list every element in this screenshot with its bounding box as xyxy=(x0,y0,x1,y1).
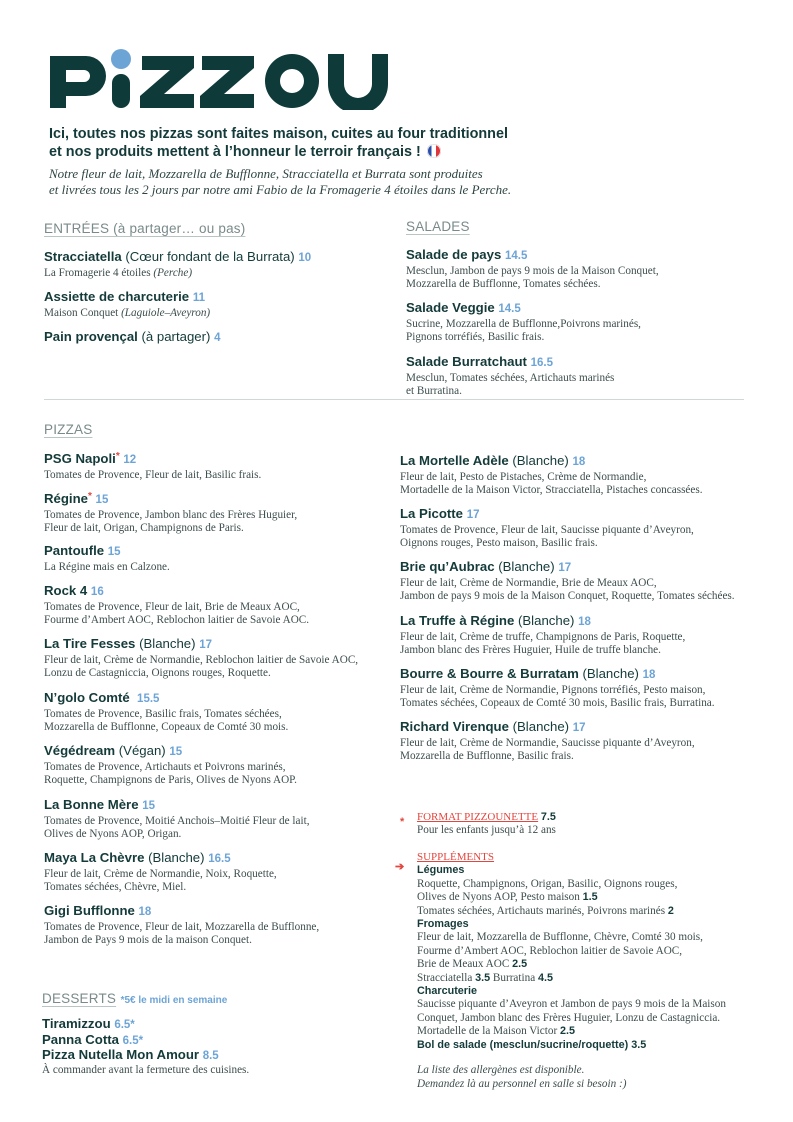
salade-item xyxy=(406,353,614,399)
desserts-note: *5€ le midi en semaine xyxy=(120,995,228,1006)
pizza-name: Bourre & Bourre & Burratam xyxy=(400,666,579,681)
pizza-desc-1: Fleur de lait, Crème de Normandie, Noix, Roquette, xyxy=(44,868,277,880)
french-flag-icon xyxy=(427,144,441,158)
intro-heading xyxy=(49,125,569,161)
pizza-sub: (Blanche) xyxy=(508,719,570,734)
pizza-price: 15 xyxy=(142,800,155,812)
pizza-price: 15 xyxy=(95,494,109,506)
dessert-price: 6.5* xyxy=(114,1019,135,1031)
intro-line-1: Ici, toutes nos pizzas sont faites maison, cuites au four traditionnel xyxy=(49,126,508,142)
pizza-item xyxy=(44,448,261,482)
star-marker-icon: * xyxy=(400,816,405,828)
pizza-price: 18 xyxy=(138,906,152,918)
fromages-line-3: Brie de Meaux AOC xyxy=(417,958,510,971)
pizza-price: 18 xyxy=(572,456,586,468)
pizza-desc-2: Jambon de pays 9 mois de la Maison Conquet, Roquette, Tomates séchées. xyxy=(400,590,735,603)
entree-price: 11 xyxy=(192,292,205,304)
charcuterie-title: Charcuterie xyxy=(417,985,478,998)
pizza-desc-1: Tomates de Provence, Fleur de lait, Mozzarella de Bufflonne, xyxy=(44,921,320,933)
pizza-desc-2: Lonzu de Castagniccia, Oignons rouges, Roquette. xyxy=(44,667,271,680)
pizza-desc-2: Jambon blanc des Frères Huguier, Huile de truffe blanche. xyxy=(400,644,661,657)
entree-sub: (à partager) xyxy=(137,329,211,344)
pizza-name: Régine xyxy=(44,491,88,506)
pizza-sub: (Blanche) xyxy=(494,559,555,574)
fromages-title: Fromages xyxy=(417,918,469,931)
desserts-title: DESSERTS xyxy=(42,991,117,1006)
pizza-item xyxy=(400,665,715,711)
salade-desc-2: Mozzarella de Bufflonne, Tomates séchées. xyxy=(406,278,601,291)
legumes-line-2: Olives de Nyons AOP, Pesto maison xyxy=(417,891,580,904)
fromages-line-2: Fourme d’Ambert AOC, Reblochon laitier de Savoie AOC, xyxy=(417,944,683,957)
pizza-sub: (Blanche) xyxy=(508,453,569,468)
pizza-desc-2: Olives de Nyons AOP, Origan. xyxy=(44,828,182,841)
pizza-name: La Truffe à Régine xyxy=(400,613,515,628)
pizza-desc-1: Tomates de Provence, Moitié Anchois–Moitié Fleur de lait, xyxy=(44,815,310,827)
salade-name: Salade Burratchaut xyxy=(406,354,527,369)
fromages-line-4a: Stracciatella xyxy=(417,971,473,984)
pizza-item xyxy=(44,542,170,574)
pizza-name: Pantoufle xyxy=(44,543,105,558)
pizza-price: 15 xyxy=(107,546,121,558)
pizza-desc-1: Fleur de lait, Crème de Normandie, Saucisse piquante d’Aveyron, xyxy=(400,737,695,749)
section-divider xyxy=(44,399,744,400)
pizza-sub: (Blanche) xyxy=(135,636,196,651)
dessert-name: Tiramizzou xyxy=(42,1016,111,1031)
allergen-line-2: Demandez là au personnel en salle si besoin :) xyxy=(417,1077,627,1090)
supplements-title: SUPPLÉMENTS xyxy=(417,851,495,863)
dessert-name: Panna Cotta xyxy=(42,1031,119,1047)
entree-price: 10 xyxy=(298,252,312,264)
entree-name: Stracciatella xyxy=(44,249,122,264)
charcuterie-line-3: Mortadelle de la Maison Victor xyxy=(417,1025,558,1038)
pizza-price: 17 xyxy=(199,639,212,651)
entree-item xyxy=(44,288,210,320)
pizza-price: 12 xyxy=(123,454,137,466)
entree-desc-origin: (Laguiole–Aveyron) xyxy=(121,307,211,319)
pizza-price: 17 xyxy=(572,722,586,734)
pizza-desc-1: Fleur de lait, Crème de Normandie, Pignons torréfiés, Pesto maison, xyxy=(400,684,706,696)
pizzounette-content xyxy=(417,811,556,838)
pizza-desc-1: Fleur de lait, Pesto de Pistaches, Crème de Normandie, xyxy=(400,471,647,483)
pizza-sub: (Blanche) xyxy=(144,850,205,865)
pizza-item xyxy=(44,742,297,788)
pizza-desc-2: Mozzarella de Bufflonne, Basilic frais. xyxy=(400,750,574,763)
pizza-item xyxy=(44,689,288,735)
dessert-item xyxy=(42,1048,249,1064)
entree-desc xyxy=(44,307,210,320)
pizza-name: Rock 4 xyxy=(44,583,88,598)
pizza-price: 17 xyxy=(466,509,480,521)
pizza-item xyxy=(44,902,319,948)
pizza-name: Végédream xyxy=(44,743,116,758)
pizza-desc-2: Tomates séchées, Copeaux de Comté 30 mois, Basilic frais, Burratina. xyxy=(400,697,715,710)
pizza-price: 16.5 xyxy=(208,853,231,865)
dessert-price: 6.5* xyxy=(122,1034,144,1047)
legumes-price-2: 2 xyxy=(667,904,674,917)
pizza-name: La Bonne Mère xyxy=(44,797,139,812)
pizza-desc-1: Tomates de Provence, Basilic frais, Tomates séchées, xyxy=(44,708,282,720)
pizza-desc-2: Oignons rouges, Pesto maison, Basilic frais. xyxy=(400,537,598,550)
pizza-desc-1: Fleur de lait, Crème de truffe, Champignons de Paris, Roquette, xyxy=(400,631,686,643)
pizzounette-title: FORMAT PIZZOUNETTE xyxy=(417,811,539,823)
entree-price: 4 xyxy=(214,332,221,344)
desserts-header xyxy=(42,990,227,1008)
pizzounette-star: * xyxy=(87,491,92,502)
allergen-line-1: La liste des allergènes est disponible. xyxy=(417,1064,585,1077)
salade-price: 14.5 xyxy=(498,303,521,315)
supplements-marker xyxy=(395,857,404,875)
pizza-item xyxy=(44,849,277,895)
salade-name: Salade de pays xyxy=(406,247,502,262)
charcuterie-line-1: Saucisse piquante d’Aveyron et Jambon de pays 9 mois de la Maison xyxy=(417,998,726,1011)
pizzounette-block xyxy=(400,812,404,830)
legumes-line-3: Tomates séchées, Artichauts marinés, Poivrons marinés xyxy=(417,904,666,917)
supplements-content xyxy=(417,851,726,1091)
pizza-price: 17 xyxy=(558,562,572,574)
dessert-price: 8.5 xyxy=(202,1050,219,1063)
pizza-price: 15.5 xyxy=(137,693,160,705)
entree-sub: (Cœur fondant de la Burrata) xyxy=(121,249,295,264)
intro-description xyxy=(49,166,609,198)
pizza-desc-2: Mortadelle de la Maison Victor, Stracciatella, Pistaches concassées. xyxy=(400,484,703,497)
fromages-price-3: 4.5 xyxy=(537,971,553,984)
dessert-name: Pizza Nutella Mon Amour xyxy=(42,1047,200,1063)
dessert-item xyxy=(42,1017,249,1033)
pizza-item xyxy=(44,582,309,628)
entrees-title: ENTRÉES (à partager… ou pas) xyxy=(44,221,246,236)
pizza-name: PSG Napoli xyxy=(44,451,116,466)
pizza-desc-1: Tomates de Provence, Fleur de lait, Basilic frais. xyxy=(44,469,262,481)
fromages-line-4b: Burratina xyxy=(492,971,536,984)
fromages-price-2: 3.5 xyxy=(475,971,491,984)
pizza-desc-1: Tomates de Provence, Fleur de lait, Brie de Meaux AOC, xyxy=(44,601,300,613)
entree-name: Assiette de charcuterie xyxy=(44,289,190,304)
dessert-item xyxy=(42,1033,249,1049)
pizza-item xyxy=(44,635,358,681)
entree-desc-text: La Fromagerie 4 étoiles xyxy=(44,267,151,279)
pizza-desc-2: Fourme d’Ambert AOC, Reblochon laitier de Savoie AOC. xyxy=(44,614,310,627)
pizza-name: Brie qu’Aubrac xyxy=(400,559,495,574)
salade-price: 16.5 xyxy=(530,357,553,369)
salade-desc-1: Sucrine, Mozzarella de Bufflonne,Poivrons marinés, xyxy=(406,318,641,330)
fromages-line-1: Fleur de lait, Mozzarella de Bufflonne, Chèvre, Comté 30 mois, xyxy=(417,931,703,944)
pizza-desc-2: Jambon de Pays 9 mois de la maison Conquet. xyxy=(44,934,252,947)
pizza-name: Gigi Bufflonne xyxy=(44,903,135,918)
salade-desc-2: Pignons torréfiés, Basilic frais. xyxy=(406,331,545,344)
pizza-desc-1: Fleur de lait, Crème de Normandie, Brie de Meaux AOC, xyxy=(400,577,657,589)
pizza-desc-1: La Régine mais en Calzone. xyxy=(44,561,170,573)
pizza-sub: (Blanche) xyxy=(578,666,639,681)
pizza-desc-2: Mozzarella de Bufflonne, Copeaux de Comté 30 mois. xyxy=(44,721,289,734)
pizza-name: Richard Virenque xyxy=(400,719,509,734)
pizza-desc-1: Fleur de lait, Crème de Normandie, Reblochon laitier de Savoie AOC, xyxy=(44,654,359,666)
pizza-item xyxy=(400,452,703,498)
pizza-desc-1: Tomates de Provence, Jambon blanc des Frères Huguier, xyxy=(44,509,298,521)
pizza-price: 18 xyxy=(578,616,591,628)
charcuterie-price: 2.5 xyxy=(559,1025,575,1038)
charcuterie-line-2: Conquet, Jambon blanc des Frères Huguier, Lonzu de Castagniccia. xyxy=(417,1011,721,1024)
salade-desc-2: et Burratina. xyxy=(406,385,462,398)
pizza-sub: (Végan) xyxy=(115,743,166,758)
pizza-item xyxy=(400,558,735,604)
salade-desc-1: Mesclun, Jambon de pays 9 mois de la Maison Conquet, xyxy=(406,265,659,277)
salades-title: SALADES xyxy=(406,219,470,234)
pizza-item xyxy=(44,796,310,842)
arrow-right-icon: ➔ xyxy=(395,861,405,873)
pizza-desc-1: Tomates de Provence, Artichauts et Poivrons marinés, xyxy=(44,761,286,773)
salade-item xyxy=(406,246,659,292)
entree-desc-text: Maison Conquet xyxy=(44,307,119,319)
legumes-price-1: 1.5 xyxy=(582,891,598,904)
pizza-item xyxy=(44,488,297,536)
pizza-price: 16 xyxy=(90,586,104,598)
pizza-name: N’golo Comté xyxy=(44,690,130,705)
desserts-footer: À commander avant la fermeture des cuisines. xyxy=(42,1063,250,1076)
entree-name: Pain provençal xyxy=(44,329,138,344)
intro-italic-1: Notre fleur de lait, Mozzarella de Bufflonne, Stracciatella et Burrata sont produites xyxy=(49,166,483,181)
pizza-item xyxy=(400,612,685,658)
salade-name: Salade Veggie xyxy=(406,300,495,315)
pizza-name: La Picotte xyxy=(400,506,464,521)
pizza-price: 18 xyxy=(642,669,656,681)
pizza-name: Maya La Chèvre xyxy=(44,850,145,865)
pizzounette-desc: Pour les enfants jusqu’à 12 ans xyxy=(417,824,556,837)
pizza-item xyxy=(400,718,695,764)
pizza-desc-1: Tomates de Provence, Fleur de lait, Saucisse piquante d’Aveyron, xyxy=(400,524,694,536)
legumes-title: Légumes xyxy=(417,864,465,877)
entree-item xyxy=(44,328,220,347)
desserts-list xyxy=(42,1017,249,1077)
entree-desc-origin: (Perche) xyxy=(153,267,193,279)
pizzas-title: PIZZAS xyxy=(44,422,93,437)
pizzounette-star: * xyxy=(115,451,120,462)
pizzou-logo xyxy=(48,48,398,110)
salade-item xyxy=(406,299,641,345)
pizza-name: La Mortelle Adèle xyxy=(400,453,509,468)
legumes-line-1: Roquette, Champignons, Origan, Basilic, Oignons rouges, xyxy=(417,877,678,890)
pizza-item xyxy=(400,505,694,551)
pizza-price: 15 xyxy=(169,746,183,758)
fromages-price-1: 2.5 xyxy=(512,958,528,971)
entree-item xyxy=(44,248,311,280)
pizza-sub: (Blanche) xyxy=(514,613,575,628)
pizza-desc-2: Tomates séchées, Chèvre, Miel. xyxy=(44,881,187,894)
pizza-desc-2: Fleur de lait, Origan, Champignons de Paris. xyxy=(44,522,244,535)
intro-italic-2: et livrées tous les 2 jours par notre ami Fabio de la Fromagerie 4 étoiles dans le Perche. xyxy=(49,182,512,197)
pizza-desc-2: Roquette, Champignons de Paris, Olives de Nyons AOP. xyxy=(44,774,297,787)
entree-desc xyxy=(44,267,311,280)
pizzounette-price: 7.5 xyxy=(540,811,556,823)
intro-line-2: et nos produits mettent à l’honneur le terroir français ! xyxy=(49,143,569,161)
salade-price: 14.5 xyxy=(504,250,528,262)
bol-salade: Bol de salade (mesclun/sucrine/roquette) 3.5 xyxy=(417,1038,647,1051)
pizza-name: La Tire Fesses xyxy=(44,636,136,651)
salade-desc-1: Mesclun, Tomates séchées, Artichauts marinés xyxy=(406,372,615,384)
